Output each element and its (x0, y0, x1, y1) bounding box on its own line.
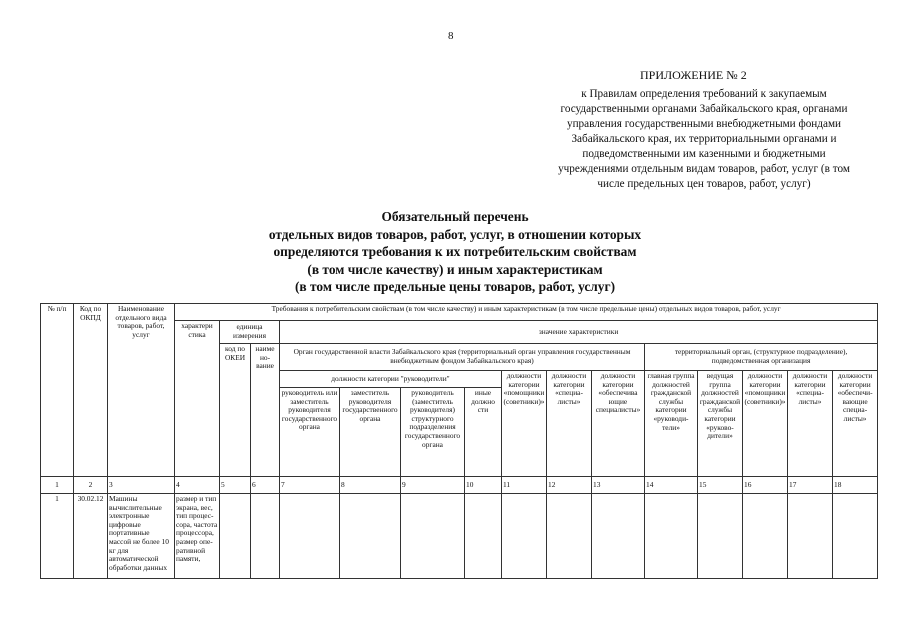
row-cell (340, 494, 401, 579)
row-num: 1 (41, 494, 74, 579)
row-okpd: 30.02.12 (74, 494, 108, 579)
row-cell (833, 494, 878, 579)
header-terr-org: территориальный орган, (структурное подразделение), подведомственная организация (645, 344, 878, 371)
header-terr-specialists: должности категории «специалисты» (788, 371, 833, 477)
col-num: 18 (833, 477, 878, 494)
col-num: 2 (74, 477, 108, 494)
header-unit: единица измерения (220, 321, 280, 344)
row-cell (698, 494, 743, 579)
header-head: руководитель или заместитель руководителя государственного органа (280, 388, 340, 477)
appendix-rules-text (528, 87, 880, 192)
row-characteristic: размер и тип экрана, вес, тип процессора, частота процессора, размер оперативной памяти, (175, 494, 220, 579)
header-terr-assistants: должности категории «помощники (советники)» (743, 371, 788, 477)
col-num: 3 (108, 477, 175, 494)
row-cell (401, 494, 465, 579)
col-num: 11 (502, 477, 547, 494)
col-num: 9 (401, 477, 465, 494)
col-num: 8 (340, 477, 401, 494)
row-cell (465, 494, 502, 579)
title-line: (в том числе предельные цены товаров, работ, услуг) (294, 279, 616, 294)
col-num: 4 (175, 477, 220, 494)
header-okpd: Код по ОКПД (74, 304, 108, 477)
document-title (210, 208, 700, 296)
col-num: 15 (698, 477, 743, 494)
row-cell (251, 494, 280, 579)
col-num: 7 (280, 477, 340, 494)
row-cell (788, 494, 833, 579)
header-struct-head: руководитель (заместитель руководителя) структурного подразделения государственного органа (401, 388, 465, 477)
header-deputy: заместитель руководителя государственного органа (340, 388, 401, 477)
title-line: Обязательный перечень (381, 209, 529, 224)
appendix-line: учреждениями отдельным видам товаров, работ, услуг (в том (558, 163, 850, 175)
requirements-table (40, 303, 878, 579)
header-head-category: должности категории "руководители" (280, 371, 502, 388)
row-cell (502, 494, 547, 579)
row-cell (280, 494, 340, 579)
row-cell (743, 494, 788, 579)
header-okei: код по ОКЕИ (220, 344, 251, 477)
title-line: отдельных видов товаров, работ, услуг, в отношении которых (268, 226, 642, 242)
appendix-title: ПРИЛОЖЕНИЕ № 2 (640, 68, 747, 82)
header-name: Наименование отдельного вида товаров, работ, услуг (108, 304, 175, 477)
title-line: определяются требования к их потребительским свойствам (273, 244, 637, 259)
header-requirements: Требования к потребительским свойствам (в том числе качеству) и иным характеристикам (в том числе предельные цены) отдельных видов товаров, работ, услуг (175, 304, 878, 321)
appendix-line: управления государственными внебюджетными фондами (566, 118, 842, 130)
row-cell (547, 494, 592, 579)
appendix-line: к Правилам определения требований к закупаемым (581, 88, 827, 100)
header-num: № п/п (41, 304, 74, 477)
appendix-line: Забайкальского края, их территориальными органами и (571, 133, 837, 145)
row-cell (592, 494, 645, 579)
col-num: 17 (788, 477, 833, 494)
header-lead-group: ведущая группа должностей гражданской службы категории «руководители» (698, 371, 743, 477)
page-number: 8 (448, 30, 454, 42)
header-gov-org: Орган государственной власти Забайкальского края (территориальный орган управления государственным внебюджетным фондом Забайкальского края) (280, 344, 645, 371)
header-terr-support: должности категории «обеспечивающие специалисты» (833, 371, 878, 477)
col-num: 6 (251, 477, 280, 494)
appendix-line: числе предельных цен товаров, работ, услуг) (597, 178, 811, 190)
col-num: 16 (743, 477, 788, 494)
row-cell (645, 494, 698, 579)
header-characteristic: характери стика (175, 321, 220, 477)
row-name: Машины вычислительные электронные цифровые портативные массой не более 10 кг для автоматической обработки данных (108, 494, 175, 579)
appendix-line: государственными органами Забайкальского края, органами (560, 103, 848, 115)
col-num: 13 (592, 477, 645, 494)
header-unitname: наиме но- вание (251, 344, 280, 477)
header-support: должности категории «обеспечива ющие специалисты» (592, 371, 645, 477)
header-specialists: должности категории «специалисты» (547, 371, 592, 477)
col-num: 12 (547, 477, 592, 494)
header-values: значение характеристики (280, 321, 878, 344)
title-line: (в том числе качеству) и иным характеристикам (307, 261, 603, 277)
col-num: 1 (41, 477, 74, 494)
col-num: 10 (465, 477, 502, 494)
col-num: 5 (220, 477, 251, 494)
row-cell (220, 494, 251, 579)
header-main-group: главная группа должностей гражданской службы категории «руководители» (645, 371, 698, 477)
table-row (41, 494, 878, 579)
col-num: 14 (645, 477, 698, 494)
header-assistants: должности категории «помощники (советники)» (502, 371, 547, 477)
appendix-line: подведомственными им казенными и бюджетными (582, 148, 826, 160)
header-other: иные должно сти (465, 388, 502, 477)
